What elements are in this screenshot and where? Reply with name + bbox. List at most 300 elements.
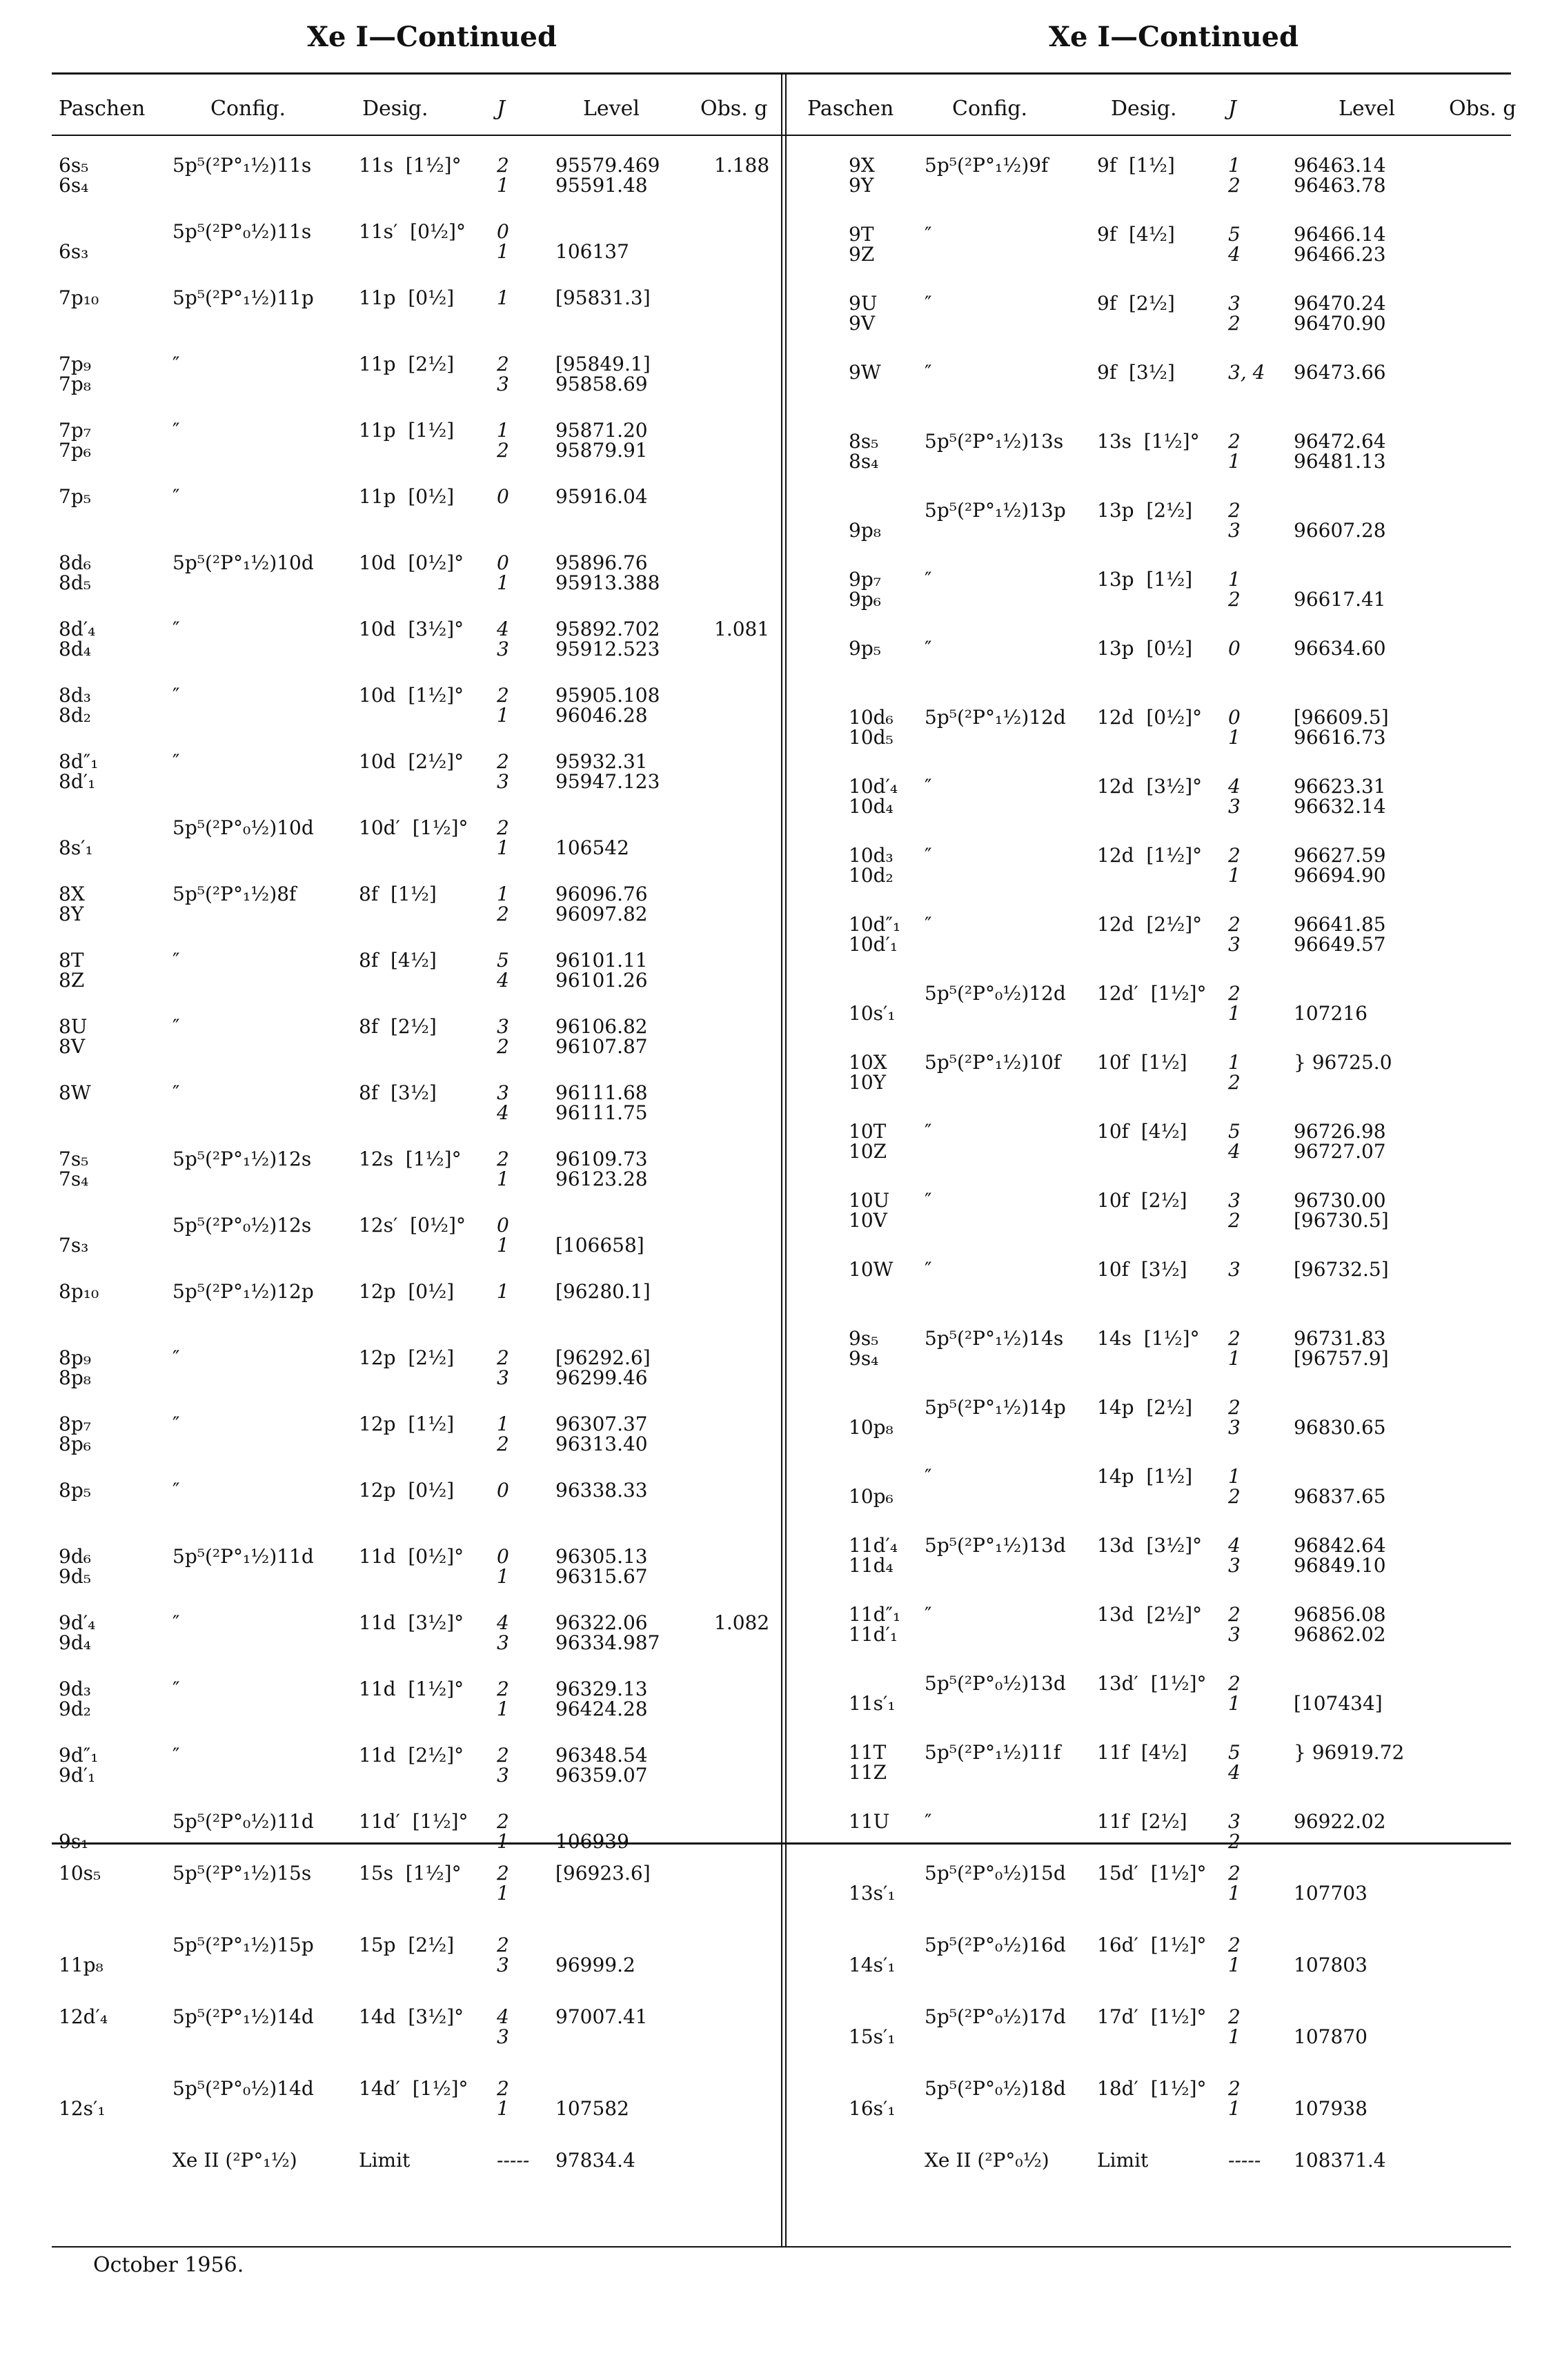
cell-c: ″ [925,1189,932,1212]
cell-d: 8f [1½] [359,883,437,905]
cell-d: 14p [1½] [1097,1465,1193,1488]
cell-c: Xe II (²P°₁½) [172,2149,297,2172]
table-row [52,950,780,990]
table-row [787,2078,1559,2118]
cell-c: 5p⁵(²P°₁½)13p [925,499,1066,522]
cell-l: 96096.76 96097.82 [555,883,648,925]
cell-c: 5p⁵(²P°₁½)10f [925,1051,1061,1074]
cell-d: 15d′ [1½]° [1097,1862,1207,1885]
cell-p: 11U [849,1810,890,1833]
cell-c: ″ [172,1413,180,1435]
cell-d: 11d [1½]° [359,1678,464,1700]
cell-l: 95896.76 95913.388 [555,551,660,594]
cell-j: 2 3 [497,1934,509,1976]
footer-date: October 1956. [93,2253,244,2277]
cell-d: 10f [2½] [1097,1189,1187,1212]
cell-l: 107582 [555,2097,629,2120]
cell-j: 0 1 [1228,706,1241,749]
table-row [787,569,1559,609]
col-head-level: Level [583,97,640,121]
cell-p: 9W [849,361,881,384]
cell-d: 11d [3½]° [359,1611,464,1634]
cell-p: 9X 9Y [849,154,875,197]
cell-d: 10d [1½]° [359,684,464,707]
cell-l: 95892.702 95912.523 [555,618,660,660]
cell-j: 2 1 [1228,2077,1241,2120]
cell-d: 13p [1½] [1097,568,1193,591]
cell-p: 10U 10V [849,1189,890,1232]
cell-l: 96922.02 [1294,1810,1386,1833]
cell-c: 5p⁵(²P°₀½)17d [925,2005,1066,2028]
cell-p: 8d″₁ 8d′₁ [59,750,99,793]
cell-j: 1 2 [497,883,509,925]
cell-l: 96830.65 [1294,1416,1386,1439]
table-row [787,1811,1559,1851]
cell-g: 1.188 [714,154,770,177]
cell-d: 9f [4½] [1097,223,1175,246]
table-row [52,619,780,659]
cell-j: 1 2 [497,1413,509,1455]
cell-j: 2 1 [1228,1672,1241,1715]
table-row [787,2150,1559,2190]
cell-j: 2 3 [1228,1396,1241,1439]
cell-d: 10d [3½]° [359,618,464,640]
cell-p: 9d₆ 9d₅ [59,1545,91,1588]
cell-c: ″ [172,684,180,707]
cell-c: 5p⁵(²P°₁½)10d [172,551,314,574]
table-row [787,1742,1559,1782]
table-row [787,1935,1559,1975]
cell-d: 10d [2½]° [359,750,464,773]
cell-l: 96623.31 96632.14 [1294,775,1386,818]
cell-d: 11d [2½]° [359,1744,464,1767]
cell-j: 0 1 [497,220,509,263]
cell-j: ----- [497,2149,530,2172]
cell-p: 11T 11Z [849,1741,887,1784]
cell-l: 96348.54 96359.07 [555,1744,648,1787]
col-head-obs-g-r: Obs. g [1449,97,1517,121]
cell-j: 2 1 [1228,430,1241,473]
cell-d: 11p [2½] [359,353,455,375]
table-row [787,293,1559,333]
cell-p: 7s₅ 7s₄ [59,1148,89,1190]
col-head-paschen: Paschen [59,97,146,121]
cell-c: ″ [172,1346,180,1369]
cell-d: 17d′ [1½]° [1097,2005,1207,2028]
table-row [52,1016,780,1056]
cell-j: 2 1 [1228,2005,1241,2048]
cell-d: 11p [1½] [359,419,455,442]
cell-c: 5p⁵(²P°₁½)14s [925,1327,1064,1350]
table-row [787,1863,1559,1903]
cell-d: 11p [0½] [359,485,455,508]
center-divider [781,72,782,2246]
cell-l: [96732.5] [1294,1258,1389,1281]
table-row [52,1863,780,1903]
table-row [787,431,1559,471]
cell-l: 96305.13 96315.67 [555,1545,648,1588]
cell-l: 96473.66 [1294,361,1386,384]
cell-l: 96101.11 96101.26 [555,949,648,992]
table-row [787,1190,1559,1230]
cell-p: 10d′₄ 10d₄ [849,775,898,818]
cell-p: 8p₅ [59,1479,91,1502]
table-row [787,914,1559,954]
cell-d: 12p [0½] [359,1479,455,1502]
cell-p: 10s′₁ [849,1002,896,1025]
page-title-left: Xe I—Continued [307,21,557,53]
cell-p: 10d₃ 10d₂ [849,844,893,887]
table-row [787,1535,1559,1575]
cell-d: 13s [1½]° [1097,430,1200,453]
table-row [52,1083,780,1123]
cell-j: 0 1 [497,1214,509,1257]
cell-p: 9s₁ [59,1830,89,1853]
cell-g: 1.082 [714,1611,770,1634]
cell-d: 11d′ [1½]° [359,1810,468,1833]
cell-l: 107703 [1294,1882,1368,1905]
cell-j: 5 4 [1228,223,1241,266]
cell-l: 106939 [555,1830,629,1853]
cell-d: 8f [2½] [359,1015,437,1038]
table-row [787,1604,1559,1644]
cell-l: 107216 [1294,1002,1368,1025]
right-table [787,90,1559,1853]
cell-c: 5p⁵(²P°₁½)12s [172,1148,312,1170]
cell-p: 11d″₁ 11d′₁ [849,1603,901,1646]
cell-d: 15s [1½]° [359,1862,462,1885]
cell-l: 95579.469 95591.48 [555,154,660,197]
cell-p: 10p₈ [849,1416,893,1439]
table-row [787,1121,1559,1161]
cell-d: 8f [3½] [359,1081,437,1104]
cell-d: 9f [2½] [1097,292,1175,315]
cell-d: 12p [2½] [359,1346,455,1369]
cell-j: 3, 4 [1228,361,1265,384]
cell-l: 106137 [555,240,629,263]
cell-c: 5p⁵(²P°₁½)15p [172,1934,314,1956]
cell-l: 96842.64 96849.10 [1294,1534,1386,1577]
cell-d: 12d′ [1½]° [1097,982,1207,1005]
table-row [52,1281,780,1321]
cell-c: ″ [172,949,180,972]
cell-j: 0 [497,1479,509,1502]
cell-c: 5p⁵(²P°₁½)13s [925,430,1064,453]
cell-l: [96280.1] [555,1280,651,1303]
cell-j: 4 3 [497,1611,509,1654]
cell-j: 1 2 [1228,154,1241,197]
cell-d: Limit [1097,2149,1149,2172]
cell-c: 5p⁵(²P°₁½)11s [172,154,312,177]
cell-d: 14d [3½]° [359,2005,464,2028]
table-row [52,1613,780,1653]
cell-c: ″ [172,419,180,442]
cell-l: 96856.08 96862.02 [1294,1603,1386,1646]
cell-d: 12p [1½] [359,1413,455,1435]
cell-c: 5p⁵(²P°₀½)18d [925,2077,1066,2100]
cell-c: 5p⁵(²P°₁½)13d [925,1534,1066,1557]
cell-p: 9p₅ [849,637,881,660]
cell-p: 10T 10Z [849,1120,887,1163]
cell-p: 8d′₄ 8d₄ [59,618,96,660]
cell-l: } 96919.72 [1294,1741,1405,1764]
table-row [52,1149,780,1189]
cell-c: ″ [925,637,932,660]
table-row [52,2150,780,2190]
cell-l: 95871.20 95879.91 [555,419,648,462]
cell-j: 2 3 [497,1744,509,1787]
table-row [52,884,780,924]
cell-d: 13p [0½] [1097,637,1193,660]
cell-l: 97834.4 [555,2149,635,2172]
cell-l: 96634.60 [1294,637,1386,660]
cell-c: ″ [172,1081,180,1104]
cell-d: 11f [4½] [1097,1741,1187,1764]
cell-j: 2 3 [1228,499,1241,542]
cell-d: 12d [2½]° [1097,913,1203,936]
cell-p: 15s′₁ [849,2025,896,2048]
cell-l: 96641.85 96649.57 [1294,913,1386,956]
cell-p: 11p₈ [59,1954,103,1976]
cell-j: 2 1 [497,1810,509,1853]
cell-c: ″ [925,223,932,246]
cell-d: 16d′ [1½]° [1097,1934,1207,1956]
cell-j: 1 2 [1228,1465,1241,1508]
cell-l: 96109.73 96123.28 [555,1148,648,1190]
table-row [52,288,780,328]
cell-d: Limit [359,2149,411,2172]
table-row [787,707,1559,747]
col-head-j-r: J [1228,97,1237,121]
table-row [787,1259,1559,1299]
cell-p: 8W [59,1081,91,1104]
cell-p: 8p₁₀ [59,1280,99,1303]
cell-j: 2 1 [497,1148,509,1190]
cell-p: 16s′₁ [849,2097,896,2120]
table-row [52,1745,780,1785]
table-row [787,155,1559,195]
cell-d: 11f [2½] [1097,1810,1187,1833]
cell-j: 2 3 [1228,913,1241,956]
cell-c: ″ [172,750,180,773]
cell-p: 12d′₄ [59,2005,108,2028]
cell-p: 9d₃ 9d₂ [59,1678,91,1720]
cell-c: ″ [172,1479,180,1502]
cell-p: 11d′₄ 11d₄ [849,1534,898,1577]
cell-p: 8d₃ 8d₂ [59,684,91,727]
cell-j: 5 4 [497,949,509,992]
table-row [52,2007,780,2047]
cell-j: 0 [497,485,509,508]
cell-d: 12s [1½]° [359,1148,462,1170]
cell-d: 11s′ [0½]° [359,220,466,243]
cell-p: 7p₁₀ [59,286,99,309]
cell-j: 3 2 [1228,1189,1241,1232]
col-head-config: Config. [210,97,286,121]
cell-l: 96607.28 [1294,519,1386,542]
cell-j: 3 2 [1228,1810,1241,1853]
cell-p: 7p₅ [59,485,91,508]
cell-l: 96463.14 96463.78 [1294,154,1386,197]
table-row [52,685,780,725]
cell-l: [95849.1] 95858.69 [555,353,651,395]
cell-p: 7p₉ 7p₈ [59,353,91,395]
cell-j: 3 2 [497,1015,509,1058]
cell-p: 7p₇ 7p₆ [59,419,91,462]
table-row [787,1673,1559,1713]
cell-d: 14d′ [1½]° [359,2077,468,2100]
cell-c: 5p⁵(²P°₀½)16d [925,1934,1066,1956]
cell-j: 4 3 [497,618,509,660]
cell-p: 6s₅ 6s₄ [59,154,89,197]
cell-c: 5p⁵(²P°₁½)14p [925,1396,1066,1419]
cell-l: [107434] [1294,1692,1383,1715]
cell-d: 12d [0½]° [1097,706,1203,729]
table-row [787,638,1559,678]
cell-d: 9f [1½] [1097,154,1175,177]
table-row [787,1052,1559,1092]
cell-j: 1 2 [1228,568,1241,611]
cell-c: 5p⁵(²P°₀½)11d [172,1810,314,1833]
table-row [52,1935,780,1975]
cell-l: 95932.31 95947.123 [555,750,660,793]
cell-p: 9d″₁ 9d′₁ [59,1744,99,1787]
table-row [52,1679,780,1719]
cell-c: ″ [172,1611,180,1634]
cell-c: ″ [172,1015,180,1038]
cell-l: 107803 [1294,1954,1368,1976]
cell-l: [96292.6] 96299.46 [555,1346,651,1389]
cell-c: ″ [925,844,932,867]
cell-p: 8s₅ 8s₄ [849,430,879,473]
col-head-desig: Desig. [362,97,428,121]
cell-j: 1 [497,286,509,309]
cell-c: ″ [172,353,180,375]
cell-c: ″ [925,292,932,315]
cell-d: 13d [2½]° [1097,1603,1203,1626]
cell-c: 5p⁵(²P°₁½)12d [925,706,1066,729]
cell-d: 11d [0½]° [359,1545,464,1568]
cell-l: [106658] [555,1234,644,1257]
cell-d: 8f [4½] [359,949,437,972]
cell-c: 5p⁵(²P°₁½)12p [172,1280,314,1303]
cell-c: ″ [172,618,180,640]
table-row [787,983,1559,1023]
cell-j: 2 1 [1228,1327,1241,1370]
cell-p: 10X 10Y [849,1051,887,1094]
cell-d: 10d′ [1½]° [359,816,468,839]
cell-p: 9U 9V [849,292,878,335]
cell-j: 2 1 [497,1678,509,1720]
cell-c: 5p⁵(²P°₁½)15s [172,1862,312,1885]
cell-l: 96111.68 96111.75 [555,1081,648,1124]
col-head-obs-g: Obs. g [700,97,768,121]
cell-c: ″ [172,1678,180,1700]
cell-p: 6s₃ [59,240,89,263]
lower-right-table [787,1856,1559,2229]
table-row [52,1480,780,1520]
cell-j: 5 4 [1228,1741,1241,1784]
cell-d: 12d [1½]° [1097,844,1203,867]
cell-j: 2 3 [497,750,509,793]
cell-j: 2 1 [497,1862,509,1905]
cell-p: 9p₈ [849,519,881,542]
cell-d: 10d [0½]° [359,551,464,574]
cell-d: 12d [3½]° [1097,775,1203,798]
col-head-level-r: Level [1339,97,1395,121]
cell-p: 9s₅ 9s₄ [849,1327,879,1370]
cell-d: 18d′ [1½]° [1097,2077,1207,2100]
col-head-paschen-r: Paschen [807,97,894,121]
table-row [52,751,780,791]
cell-j: 0 1 [497,1545,509,1588]
cell-l: 96106.82 96107.87 [555,1015,648,1058]
cell-c: 5p⁵(²P°₀½)12d [925,982,1066,1005]
cell-l: 96329.13 96424.28 [555,1678,648,1720]
table-row [52,2078,780,2118]
cell-d: 11s [1½]° [359,154,462,177]
page-title-right: Xe I—Continued [1049,21,1299,53]
cell-l: 96730.00 [96730.5] [1294,1189,1389,1232]
table-row [787,1397,1559,1437]
cell-d: 10f [3½] [1097,1258,1187,1281]
cell-l: 97007.41 [555,2005,648,2028]
table-row [52,1811,780,1851]
cell-l: 96307.37 96313.40 [555,1413,648,1455]
cell-d: 13p [2½] [1097,499,1193,522]
cell-l: 96726.98 96727.07 [1294,1120,1386,1163]
cell-l: 96999.2 [555,1954,635,1976]
cell-c: ″ [925,913,932,936]
bottom-rule [52,2246,1511,2248]
table-row [787,776,1559,816]
cell-c: ″ [172,485,180,508]
table-row [52,155,780,195]
cell-c: ″ [925,568,932,591]
cell-j: 2 1 [497,816,509,859]
cell-p: 9T 9Z [849,223,875,266]
cell-j: 2 1 [1228,844,1241,887]
table-row [52,553,780,593]
table-row [787,2007,1559,2047]
col-head-config-r: Config. [952,97,1028,121]
cell-j: 2 1 [497,684,509,727]
cell-c: 5p⁵(²P°₀½)15d [925,1862,1066,1885]
table-row [52,420,780,460]
cell-j: 1 [497,1280,509,1303]
table-row [52,818,780,858]
cell-p: 12s′₁ [59,2097,106,2120]
table-row [52,222,780,262]
table-row [787,845,1559,885]
table-row [52,1546,780,1586]
cell-d: 10f [1½] [1097,1051,1187,1074]
cell-d: 14p [2½] [1097,1396,1193,1419]
cell-c: ″ [925,361,932,384]
lower-left-table [52,1856,780,2229]
cell-j: ----- [1228,2149,1261,2172]
cell-j: 5 4 [1228,1120,1241,1163]
cell-l: 107938 [1294,2097,1368,2120]
cell-l: 96322.06 96334.987 [555,1611,660,1654]
cell-d: 13d′ [1½]° [1097,1672,1207,1695]
table-row [787,362,1559,402]
cell-l: [96923.6] [555,1862,651,1885]
cell-p: 8X 8Y [59,883,85,925]
table-row [787,1328,1559,1368]
cell-j: 2 1 [1228,982,1241,1025]
cell-j: 2 3 [497,353,509,395]
